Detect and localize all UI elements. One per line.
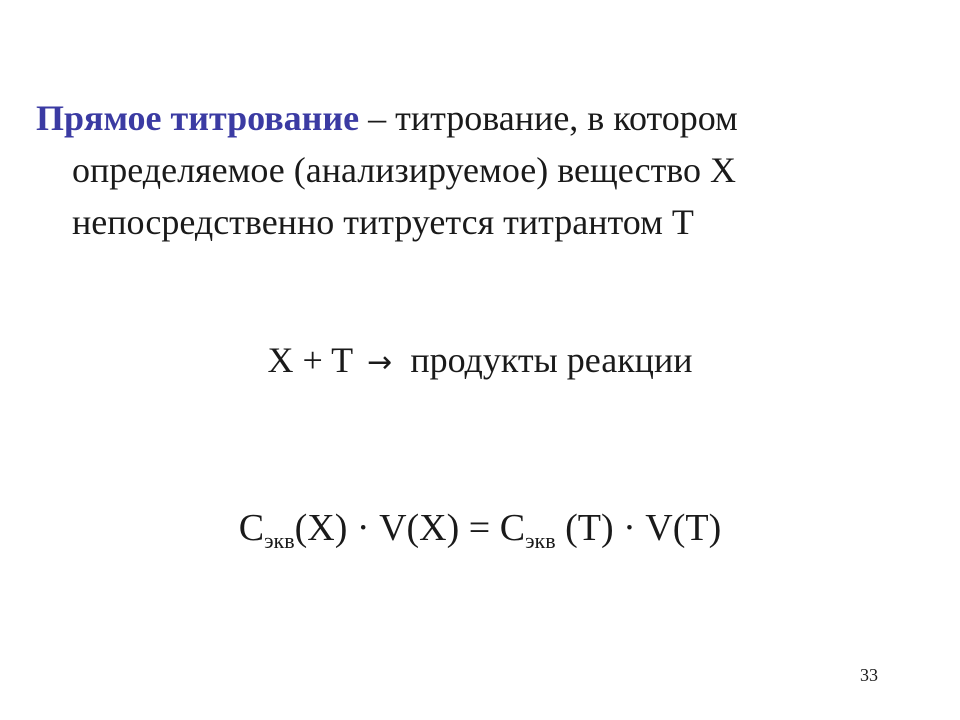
definition-line-2: определяемое (анализируемое) вещество X bbox=[72, 150, 737, 190]
reaction-products: продукты реакции bbox=[410, 340, 693, 380]
formula-arg-x: (X) bbox=[294, 507, 348, 549]
page-number: 33 bbox=[860, 665, 878, 685]
definition-line-1-rest: – титрование, в котором bbox=[359, 98, 738, 138]
formula-sub-x: экв bbox=[264, 528, 295, 553]
definition-term: Прямое титрование bbox=[36, 98, 360, 138]
formula-dot-2: · bbox=[613, 507, 646, 549]
formula-dot-1: · bbox=[347, 507, 380, 549]
formula-arg-t: (T) bbox=[555, 507, 614, 549]
reactant-x: X bbox=[267, 340, 294, 380]
formula-sub-t: экв bbox=[525, 528, 556, 553]
definition-line-1 bbox=[36, 92, 916, 144]
reaction-equation bbox=[0, 334, 960, 389]
reactant-t: T bbox=[331, 340, 354, 380]
formula-c-t: C bbox=[499, 507, 526, 549]
definition-line-3: непосредственно титруется титрантом T bbox=[72, 202, 694, 242]
right-arrow-icon: → bbox=[367, 345, 393, 380]
plus-sign: + bbox=[293, 340, 332, 380]
formula-equals: = bbox=[459, 507, 500, 549]
formula-volume-x: V(X) bbox=[379, 507, 460, 549]
definition-paragraph bbox=[36, 92, 916, 248]
equivalence-formula bbox=[0, 502, 960, 554]
formula-volume-t: V(T) bbox=[645, 507, 722, 549]
formula-c-x: C bbox=[238, 507, 265, 549]
